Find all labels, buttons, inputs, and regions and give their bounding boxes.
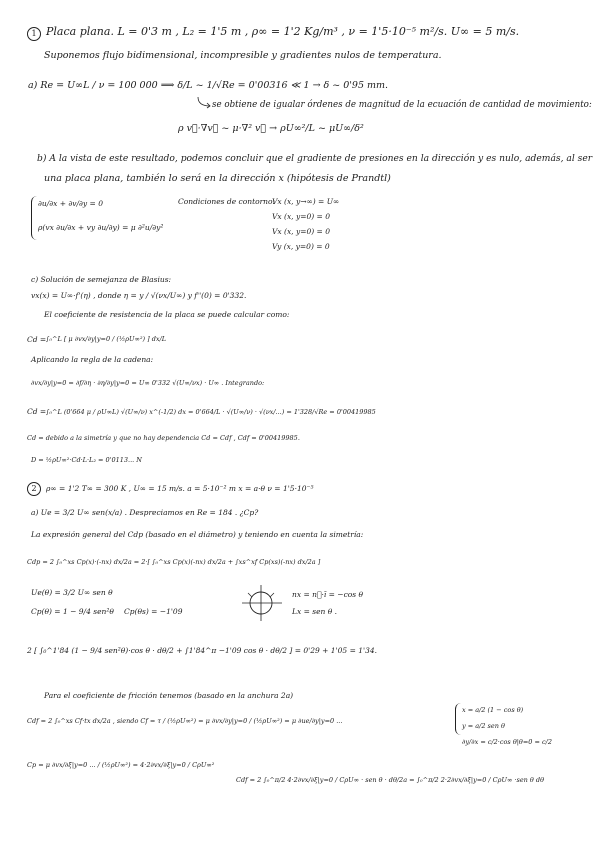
- momentum-equation: ρ(vx ∂u/∂x + vy ∂u/∂y) = μ ∂²u/∂y²: [38, 223, 164, 232]
- cp-separation-equation: Cp(θs) = −1'09: [124, 607, 183, 616]
- normal-component-equation: nx = n⃗·ī = −cos θ: [292, 590, 364, 599]
- problem-1-header: Placa plana. L = 0'3 m , L₂ = 1'5 m , ρ∞ = 1'2 Kg/m³ , ν = 1'5·10⁻⁵ m²/s. U∞ = 5 m/s.: [46, 25, 520, 38]
- slope-equation: ∂y/∂x = c/2·cos θ|θ=0 = c/2: [462, 738, 552, 746]
- cp-theta-equation: Cp(θ) = 1 − 9/4 sen²θ: [31, 607, 114, 616]
- boundary-condition-4: Vy (x, y=0) = 0: [272, 242, 330, 251]
- problem-2-number: 2: [27, 482, 41, 496]
- part-a-order-equation: ρ v⃗·∇v⃗ ~ μ·∇² v⃗ → ρU∞²/L ~ μU∞/δ²: [178, 123, 364, 134]
- boundary-condition-3: Vx (x, y=0) = 0: [272, 227, 330, 236]
- chain-rule-text: Aplicando la regla de la cadena:: [31, 355, 154, 364]
- cd-label: Cd =: [27, 335, 47, 344]
- problem-2-header: ρ∞ = 1'2 T∞ = 300 K , U∞ = 15 m/s. a = 5·10⁻² m x = a·θ ν = 1'5·10⁻⁵: [46, 484, 314, 493]
- cylinder-diagram: [240, 583, 284, 623]
- coordinate-y-equation: y = a/2 sen θ: [462, 722, 505, 730]
- friction-coefficient-text: Para el coeficiente de fricción tenemos (basado en la anchura 2a): [44, 691, 294, 700]
- boundary-condition-1: Vx (x, y→∞) = U∞: [272, 197, 340, 206]
- arrow-icon: [196, 96, 212, 110]
- cd-result-equation: ∫₀^L (0'664 μ / ρU∞L) √(U∞/ν) x^(-1/2) dx = 0'664/L · √(U∞/ν) · √(νx/...) = 1'328/√Re = 0'00419985: [46, 408, 376, 416]
- cdf-final-equation: Cdf = 2 ∫₀^π/2 4·2∂vx/∂ξ|y=0 / CρU∞ · sen θ · dθ/2a = ∫₀^π/2 2·2∂vx/∂ξ|y=0 / CρU∞ ·sen θ dθ: [236, 776, 544, 784]
- equation-system-brace: [31, 196, 38, 240]
- cdp-integral-equation: Cdp = 2 ∫₀^xs Cp(x)·(-nx) dx/2a = 2·[ ∫₀^xs Cp(x)(-nx) dx/2a + ∫xs^xf Cp(xs)(-nx) dx/2a ]: [27, 558, 321, 566]
- drag-force-result: D = ½ρU∞²·Cd·L·L₂ = 0'0113... N: [31, 456, 142, 464]
- coordinate-system-brace: [455, 703, 461, 735]
- chain-rule-equation: ∂vx/∂y|y=0 = ∂f/∂η · ∂η/∂y|y=0 = U∞ 0'332 √(U∞/νx) · U∞ . Integrando:: [31, 379, 265, 387]
- boundary-condition-2: Vx (x, y=0) = 0: [272, 212, 330, 221]
- problem-1-number: 1: [27, 27, 41, 41]
- cdp-integral-result: 2 [ ∫₀^1'84 (1 − 9/4 sen²θ)·cos θ · dθ/2 + ∫1'84^π −1'09 cos θ · dθ/2 ] = 0'29 + 1'05 = 1'34.: [27, 646, 378, 655]
- cd-symmetry-note: Cd = debido a la simetría y que no hay dependencia Cd = Cdf , Cdf = 0'00419985.: [27, 434, 300, 442]
- tangent-component-equation: Lx = sen θ .: [292, 607, 338, 616]
- continuity-equation: ∂u/∂x + ∂v/∂y = 0: [38, 199, 103, 208]
- part-c-line-1: c) Solución de semejanza de Blasius:: [31, 275, 172, 284]
- cdp-expression-text: La expresión general del Cdp (basado en el diámetro) y teniendo en cuenta la simetría:: [31, 530, 364, 539]
- part-b-line-1: b) A la vista de este resultado, podemos concluir que el gradiente de presiones en la dirección y es nulo, además, al ser: [37, 153, 593, 164]
- boundary-conditions-title: Condiciones de contorno:: [178, 197, 276, 206]
- problem-2-part-a: a) Ue = 3/2 U∞ sen(x/a) . Despreciamos en Re = 184 . ¿Cp?: [31, 508, 259, 517]
- part-c-line-3: El coeficiente de resistencia de la placa se puede calcular como:: [44, 310, 290, 319]
- cd-integral-expression: ∫₀^L [ μ ∂vx/∂y|y=0 / (½ρU∞²) ] dx/L: [46, 335, 167, 343]
- part-a-note: se obtiene de igualar órdenes de magnitud de la ecuación de cantidad de movimiento:: [212, 99, 592, 110]
- cd-label-2: Cd =: [27, 407, 47, 416]
- coordinate-x-equation: x = a/2 (1 − cos θ): [462, 706, 524, 714]
- ue-equation: Ue(θ) = 3/2 U∞ sen θ: [31, 588, 113, 597]
- cdf-definition-equation: Cdf = 2 ∫₀^xs Cf·tx dx/2a , siendo Cf = τ / (½ρU∞²) = μ ∂vx/∂y|y=0 / (½ρU∞²) = μ ∂ue/∂y|y=0 ...: [27, 717, 343, 725]
- part-b-line-2: una placa plana, también lo será en la dirección x (hipótesis de Prandtl): [44, 173, 391, 184]
- cp-friction-equation: Cp = μ ∂vx/∂ξ|y=0 ... / (½ρU∞²) = 4·2∂vx/∂ξ|y=0 / CρU∞²: [27, 761, 215, 769]
- part-a-reynolds: a) Re = U∞L / ν = 100 000 ⟹ δ/L ~ 1/√Re = 0'00316 ≪ 1 → δ ~ 0'95 mm.: [28, 80, 389, 91]
- part-c-line-2: vx(x) = U∞·f'(η) , donde η = y / √(νx/U∞) y f''(0) = 0'332.: [31, 291, 247, 300]
- problem-1-assumptions: Suponemos flujo bidimensional, incompresible y gradientes nulos de temperatura.: [44, 50, 442, 61]
